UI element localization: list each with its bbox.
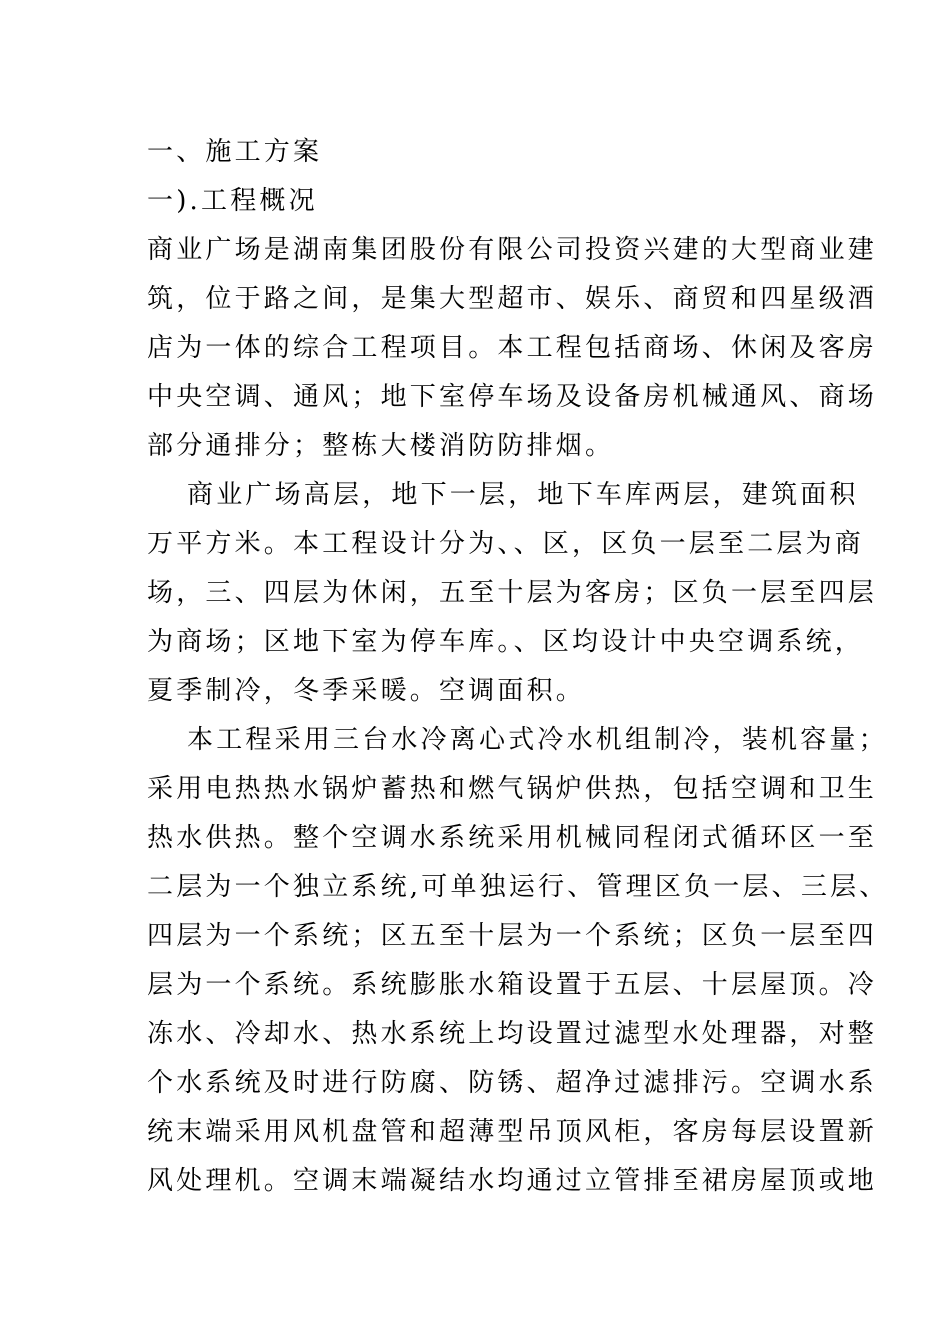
text-line: 为商场；区地下室为停车库。、区均设计中央空调系统， [147,627,865,657]
text-line: 场，三、四层为休闲，五至十层为客房；区负一层至四层 [147,578,878,608]
text-line: 本工程采用三台水冷离心式冷水机组制冷，装机容量； [187,725,888,755]
text-line: 筑，位于路之间，是集大型超市、娱乐、商贸和四星级酒 [147,284,878,314]
text-line: 四层为一个系统；区五至十层为一个系统；区负一层至四 [147,921,878,951]
section-heading: 一、施工方案 [147,137,323,167]
text-line: 万平方米。本工程设计分为、、区，区负一层至二层为商 [147,529,865,559]
paragraph-1 [147,226,878,471]
text-line: 统末端采用风机盘管和超薄型吊顶风柜，客房每层设置新 [147,1117,878,1147]
text-line: 二层为一个独立系统,可单独运行、管理区负一层、三层、 [147,872,889,902]
subsection-heading: 一).工程概况 [147,186,318,216]
text-line: 中央空调、通风；地下室停车场及设备房机械通风、商场 [147,382,878,412]
text-line: 店为一体的综合工程项目。本工程包括商场、休闲及客房 [147,333,878,363]
text-line: 部分通排分；整栋大楼消防防排烟。 [147,431,615,461]
text-line: 采用电热热水锅炉蓄热和燃气锅炉供热，包括空调和卫生 [147,774,878,804]
paragraph-3 [147,716,889,1206]
text-line: 夏季制冷，冬季采暖。空调面积。 [147,676,586,706]
text-line: 热水供热。整个空调水系统采用机械同程闭式循环区一至 [147,823,878,853]
text-line: 个水系统及时进行防腐、防锈、超净过滤排污。空调水系 [147,1068,878,1098]
text-line: 风处理机。空调末端凝结水均通过立管排至裙房屋顶或地 [147,1166,878,1196]
text-line: 商业广场高层，地下一层，地下车库两层，建筑面积 [187,480,859,510]
text-line: 层为一个系统。系统膨胀水箱设置于五层、十层屋顶。冷 [147,970,878,1000]
paragraph-2 [147,471,878,716]
text-line: 商业广场是湖南集团股份有限公司投资兴建的大型商业建 [147,235,878,265]
document-body [147,128,889,1206]
text-line: 冻水、冷却水、热水系统上均设置过滤型水处理器，对整 [147,1019,878,1049]
